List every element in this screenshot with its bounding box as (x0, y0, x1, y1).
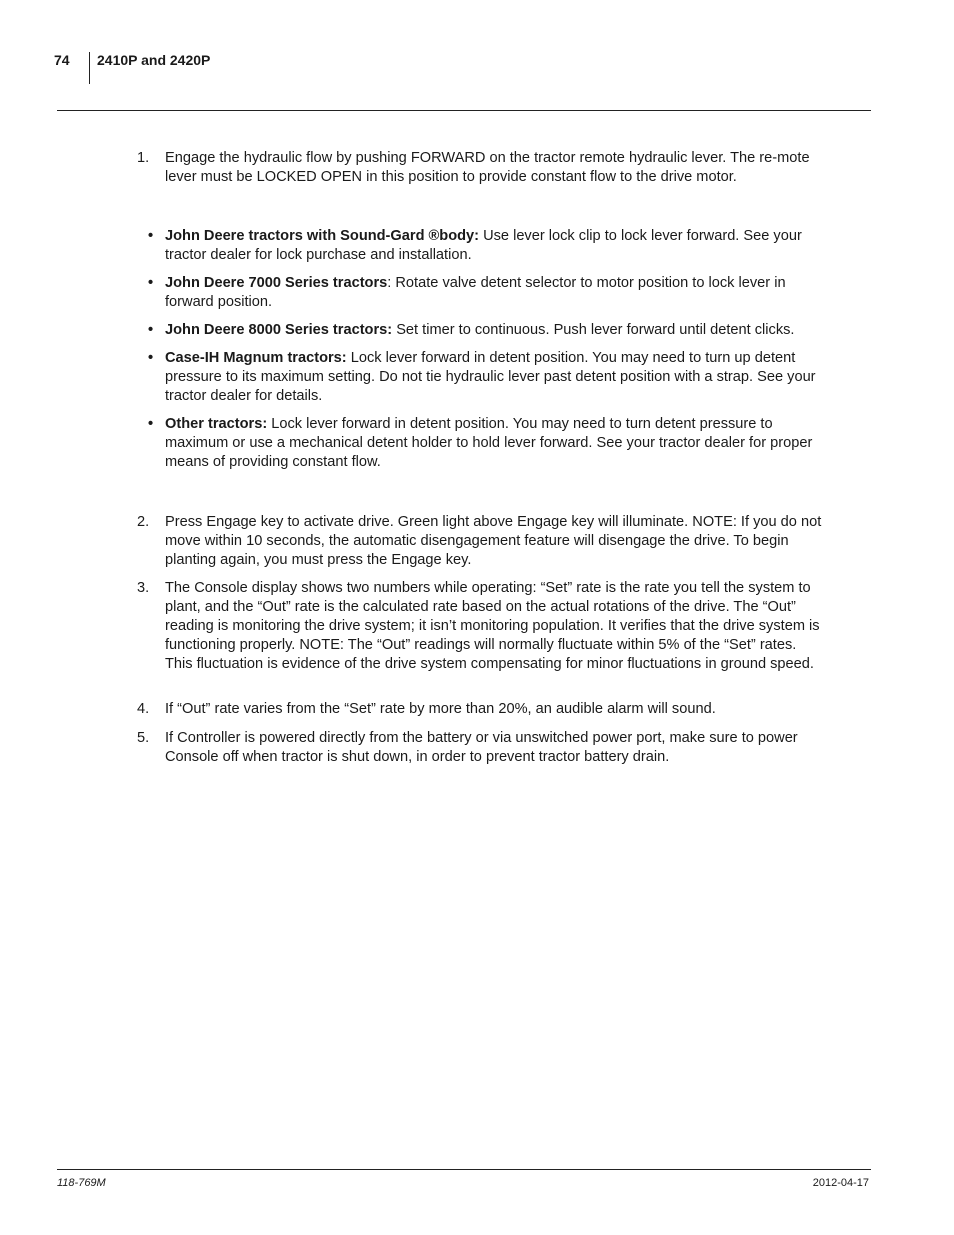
step-4 (137, 700, 827, 719)
step-number: 3. (137, 580, 150, 596)
step-text: Engage the hydraulic flow by pushing FORWARD on the tractor remote hydraulic lever. The re-mote lever must be LOCKED OPEN in this position to provide constant flow to the drive motor. (165, 150, 810, 185)
bullet-lead: Case-IH Magnum tractors: (165, 350, 347, 366)
step-text: If “Out” rate varies from the “Set” rate by more than 20%, an audible alarm will sound. (165, 701, 716, 717)
step-number: 4. (137, 701, 150, 717)
bullet-item-jd-7000 (148, 274, 828, 312)
step-number: 5. (137, 730, 150, 746)
step-number: 2. (137, 514, 150, 530)
header-rule (57, 110, 871, 111)
step-1 (137, 149, 827, 187)
bullet-icon: • (148, 416, 154, 432)
bullet-icon: • (148, 228, 154, 244)
header-vertical-divider (89, 52, 90, 84)
bullet-icon: • (148, 350, 154, 366)
bullet-lead: John Deere tractors with Sound-Gard ®body: (165, 228, 480, 244)
document-title: 2410P and 2420P (97, 52, 211, 68)
page-header (0, 0, 954, 112)
bullet-icon: • (148, 322, 154, 338)
bullet-text: Use lever lock clip to lock lever forward. See your tractor dealer for lock purchase and installation. (165, 228, 802, 263)
page-number: 74 (54, 52, 70, 68)
bullet-text: : Rotate valve detent selector to motor position to lock lever in forward position. (165, 275, 786, 310)
step-number: 1. (137, 150, 150, 166)
bullet-item-jd-sound-gard (148, 227, 828, 265)
bullet-item-case-ih-magnum (148, 349, 828, 406)
bullet-text: Lock lever forward in detent position. You may need to turn up detent pressure to its maximum setting. Do not tie hydraulic lever past detent position with a strap. See your tractor dealer for details. (165, 350, 816, 404)
document-date: 2012-04-17 (812, 1177, 869, 1189)
step-3 (137, 579, 827, 674)
bullet-item-jd-8000 (148, 321, 828, 340)
bullet-text: Lock lever forward in detent position. You may need to turn detent pressure to maximum or use a mechanical detent holder to hold lever forward. See your tractor dealer for proper means of providing constant flow. (165, 416, 813, 470)
step-text: If Controller is powered directly from the battery or via unswitched power port, make sure to power Console off when tractor is shut down, in order to prevent tractor battery drain. (165, 730, 798, 765)
bullet-lead: John Deere 7000 Series tractors (165, 275, 388, 291)
bullet-text: Set timer to continuous. Push lever forward until detent clicks. (392, 322, 795, 338)
bullet-lead: John Deere 8000 Series tractors: (165, 322, 393, 338)
document-number: 118-769M (57, 1177, 106, 1189)
step-5 (137, 729, 827, 767)
step-text: The Console display shows two numbers while operating: “Set” rate is the rate you tell the system to plant, and the “Out” rate is the calculated rate based on the actual rotations of the drive. The “Out” reading is monitoring the drive system; it isn’t monitoring population. It verifies that the drive system is functioning properly. NOTE: The “Out” readings will normally fluctuate within 5% of the “Set” rates. This fluctuation is evidence of the drive system compensating for minor fluctuations in ground speed. (165, 580, 820, 672)
tractor-bullet-list (148, 227, 828, 481)
footer-rule (57, 1169, 871, 1170)
step-2 (137, 513, 827, 570)
step-text: Press Engage key to activate drive. Green light above Engage key will illuminate. NOTE: If you do not move within 10 seconds, the automatic disengagement feature will disengage the drive. To begin planting again, you must press the Engage key. (165, 514, 822, 568)
bullet-lead: Other tractors: (165, 416, 268, 432)
bullet-item-other-tractors (148, 415, 828, 472)
bullet-icon: • (148, 275, 154, 291)
